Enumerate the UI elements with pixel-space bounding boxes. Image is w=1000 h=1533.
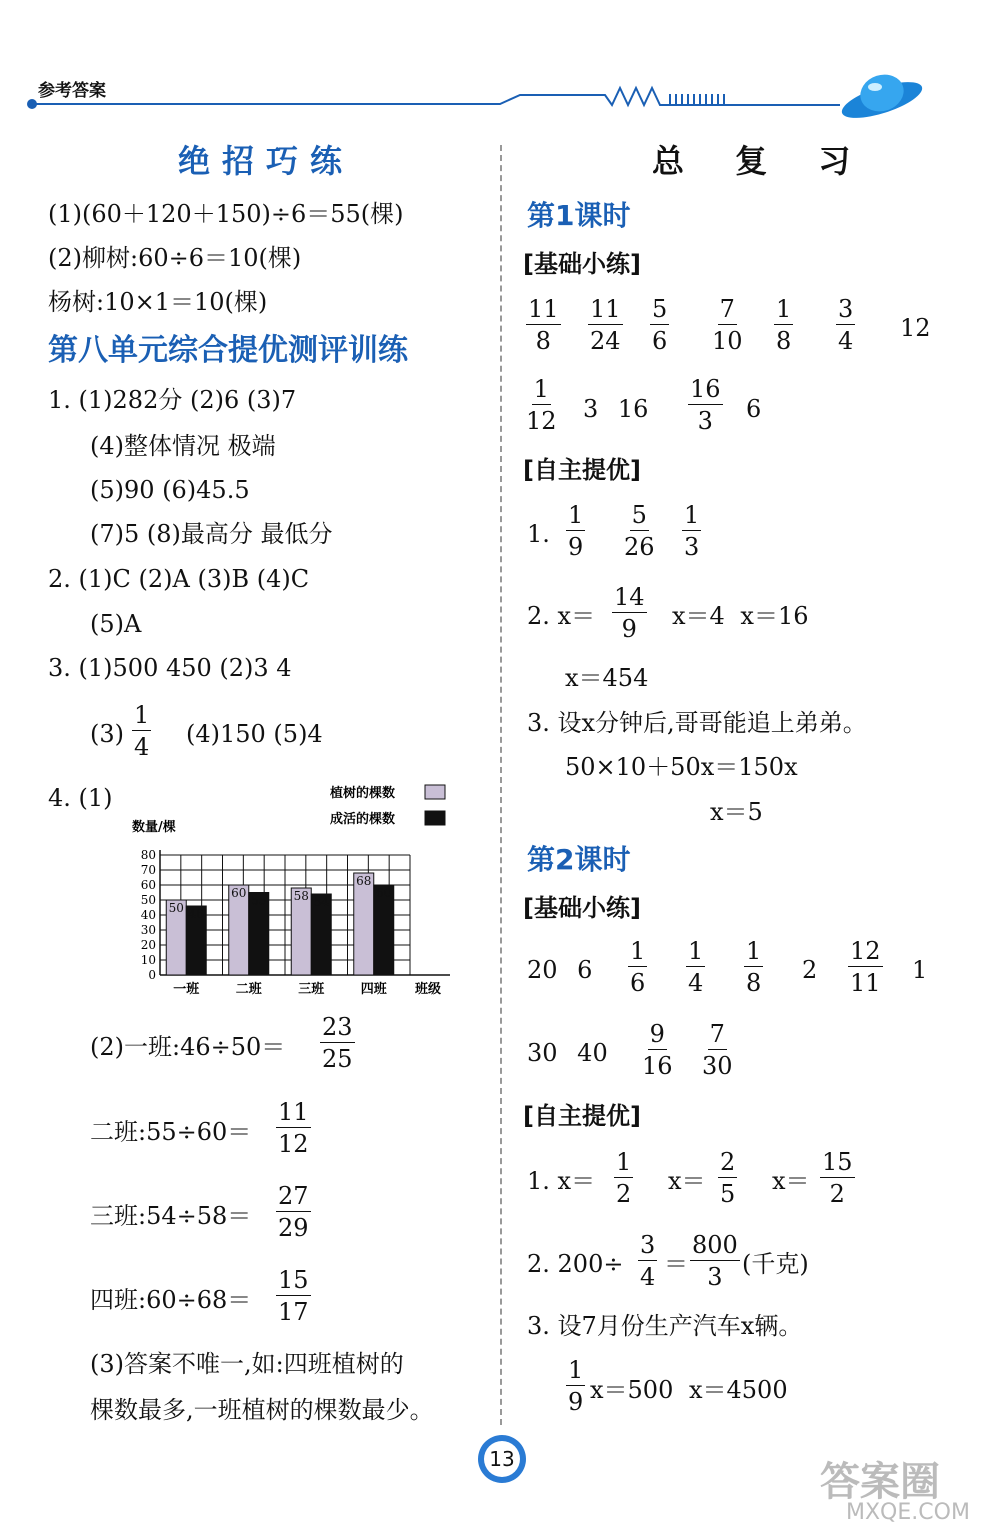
fraction: $\frac{1}{4}$: [688, 937, 704, 997]
answer-line: 二班:55÷60＝: [90, 1118, 252, 1146]
section-title-unit8: 第八单元综合提优测评训练: [48, 333, 408, 368]
answer-line: (2)柳树:60÷6＝10(棵): [48, 244, 302, 272]
fraction: $\frac{9}{16}$: [642, 1020, 673, 1080]
answer-line: (2)一班:46÷50＝: [90, 1033, 286, 1061]
lesson-title: 第1课时: [527, 199, 631, 232]
answer-value: 2: [802, 956, 818, 984]
answer-line: 2. (1)C (2)A (3)B (4)C: [48, 565, 310, 593]
y-tick-label: 60: [140, 878, 156, 892]
watermark-url: MXQE.COM: [846, 1500, 970, 1525]
data-label: 58: [293, 889, 309, 903]
answer-value: 1: [912, 956, 928, 984]
y-tick-label: 40: [140, 908, 156, 922]
fraction: $\frac{1}{3}$: [684, 501, 700, 561]
x-axis-label: 班级: [415, 982, 442, 997]
ufo-icon: [838, 69, 926, 125]
fraction: $\frac{1}{2}$: [616, 1148, 632, 1208]
fraction: $\frac{1}{9}$: [568, 501, 584, 561]
fraction: $\frac{3}{4}$: [640, 1231, 656, 1291]
fraction: $\frac{800}{3}$: [692, 1231, 738, 1291]
answer-line: x＝4 x＝16: [672, 602, 809, 630]
answer-line: 50×10＋50x＝150x: [565, 753, 798, 781]
answer-line: (千克): [742, 1250, 809, 1278]
subsection-self: [自主提优]: [523, 1102, 641, 1130]
column-divider: [500, 145, 502, 1425]
legend-swatch: [425, 785, 445, 799]
section-title-tricks: 绝招巧练: [178, 142, 355, 180]
bar-chart: [120, 775, 470, 1000]
data-label: 68: [356, 874, 372, 888]
fraction: $\frac{2}{5}$: [720, 1148, 736, 1208]
x-tick-label: 一班: [173, 982, 200, 997]
fraction: $\frac{1}{4}$: [134, 701, 150, 761]
fraction: $\frac{1}{8}$: [776, 295, 792, 355]
fraction: $\frac{14}{9}$: [614, 583, 645, 643]
answer-line: 2. 200÷: [527, 1250, 624, 1278]
answer-value: 30 40: [527, 1039, 608, 1067]
fraction: $\frac{7}{10}$: [712, 295, 743, 355]
answer-line: 3. 设x分钟后,哥哥能追上弟弟。: [527, 709, 867, 737]
answer-value: 6: [746, 395, 762, 423]
y-tick-label: 20: [140, 938, 156, 952]
answer-line: x＝5: [710, 798, 763, 826]
fraction: $\frac{11}{12}$: [278, 1098, 309, 1158]
page-number-badge: [478, 1435, 526, 1483]
fraction: $\frac{11}{8}$: [528, 295, 559, 355]
answer-line: 三班:54÷58＝: [90, 1202, 252, 1230]
answer-line: 四班:60÷68＝: [90, 1286, 252, 1314]
answer-line: (3): [90, 720, 124, 748]
fraction: $\frac{1}{6}$: [630, 937, 646, 997]
page-number: 13: [484, 1441, 520, 1477]
legend-label: 植树的棵数: [330, 786, 396, 801]
fraction: $\frac{27}{29}$: [278, 1182, 309, 1242]
data-label: 60: [231, 886, 247, 900]
fraction: $\frac{12}{11}$: [850, 937, 881, 997]
y-tick-label: 70: [140, 863, 156, 877]
answer-value: 20 6: [527, 956, 593, 984]
subsection-self: [自主提优]: [523, 456, 641, 484]
y-tick-label: 0: [148, 968, 156, 982]
x-tick-label: 二班: [235, 982, 262, 997]
fraction: $\frac{1}{8}$: [746, 937, 762, 997]
subsection-basic: [基础小练]: [523, 894, 641, 922]
legend-label: 成活的棵数: [330, 812, 396, 827]
data-label: 50: [168, 901, 184, 915]
answer-line: 杨树:10×1＝10(棵): [48, 288, 268, 316]
answer-line: (3)答案不唯一,如:四班植树的: [90, 1350, 404, 1378]
y-tick-label: 30: [140, 923, 156, 937]
answer-line: 1. (1)282分 (2)6 (3)7: [48, 386, 297, 414]
answer-line: x＝: [668, 1167, 706, 1195]
y-axis-label: 数量/棵: [132, 820, 176, 835]
answer-value: 12: [900, 314, 931, 342]
fraction: $\frac{5}{6}$: [652, 295, 668, 355]
fraction: $\frac{1}{12}$: [526, 375, 557, 435]
header-label: 参考答案: [38, 81, 106, 101]
answer-line: ＝: [664, 1250, 688, 1278]
answer-line: 3. 设7月份生产汽车x辆。: [527, 1312, 803, 1340]
bar: [354, 873, 374, 975]
answer-line: (1)(60＋120＋150)÷6＝55(棵): [48, 200, 404, 228]
fraction: $\frac{15}{2}$: [822, 1148, 853, 1208]
fraction: $\frac{15}{17}$: [278, 1266, 309, 1326]
fraction: $\frac{16}{3}$: [690, 375, 721, 435]
fraction: $\frac{11}{24}$: [590, 295, 621, 355]
answer-line: (7)5 (8)最高分 最低分: [90, 520, 333, 548]
header-decoration: [20, 60, 980, 130]
section-title-review: 总 复 习: [652, 142, 851, 180]
watermark: 答案圈: [820, 1459, 940, 1505]
data-label: 55: [251, 893, 267, 908]
answer-line: 1. x＝: [527, 1167, 596, 1195]
x-tick-label: 三班: [298, 982, 325, 997]
answer-line: (4)整体情况 极端: [90, 432, 276, 460]
subsection-basic: [基础小练]: [523, 250, 641, 278]
y-tick-label: 50: [140, 893, 156, 907]
answer-line: (5)A: [90, 610, 142, 638]
answer-line: x＝500 x＝4500: [590, 1376, 788, 1404]
fraction: $\frac{3}{4}$: [838, 295, 854, 355]
lesson-title: 第2课时: [527, 843, 631, 876]
y-tick-label: 80: [140, 848, 156, 862]
data-label: 54: [313, 895, 329, 909]
data-label: 60: [376, 886, 392, 900]
data-label: 46: [188, 907, 204, 921]
answer-line: x＝: [772, 1167, 810, 1195]
x-tick-label: 四班: [360, 982, 387, 997]
fraction: $\frac{5}{26}$: [624, 501, 655, 561]
y-tick-label: 10: [140, 953, 156, 967]
answer-line: (4)150 (5)4: [186, 720, 323, 748]
answer-line: 4. (1): [48, 784, 113, 812]
answer-line: 1.: [527, 520, 550, 548]
fraction: $\frac{7}{30}$: [702, 1020, 733, 1080]
answer-line: (5)90 (6)45.5: [90, 476, 250, 504]
legend-swatch: [425, 811, 445, 825]
answer-value: 3 16: [583, 395, 649, 423]
answer-line: 棵数最多,一班植树的棵数最少。: [90, 1396, 434, 1424]
fraction: $\frac{23}{25}$: [322, 1013, 353, 1073]
answer-line: x＝454: [565, 664, 649, 692]
fraction: $\frac{1}{9}$: [568, 1356, 584, 1416]
answer-line: 2. x＝: [527, 602, 596, 630]
answer-line: 3. (1)500 450 (2)3 4: [48, 654, 292, 682]
